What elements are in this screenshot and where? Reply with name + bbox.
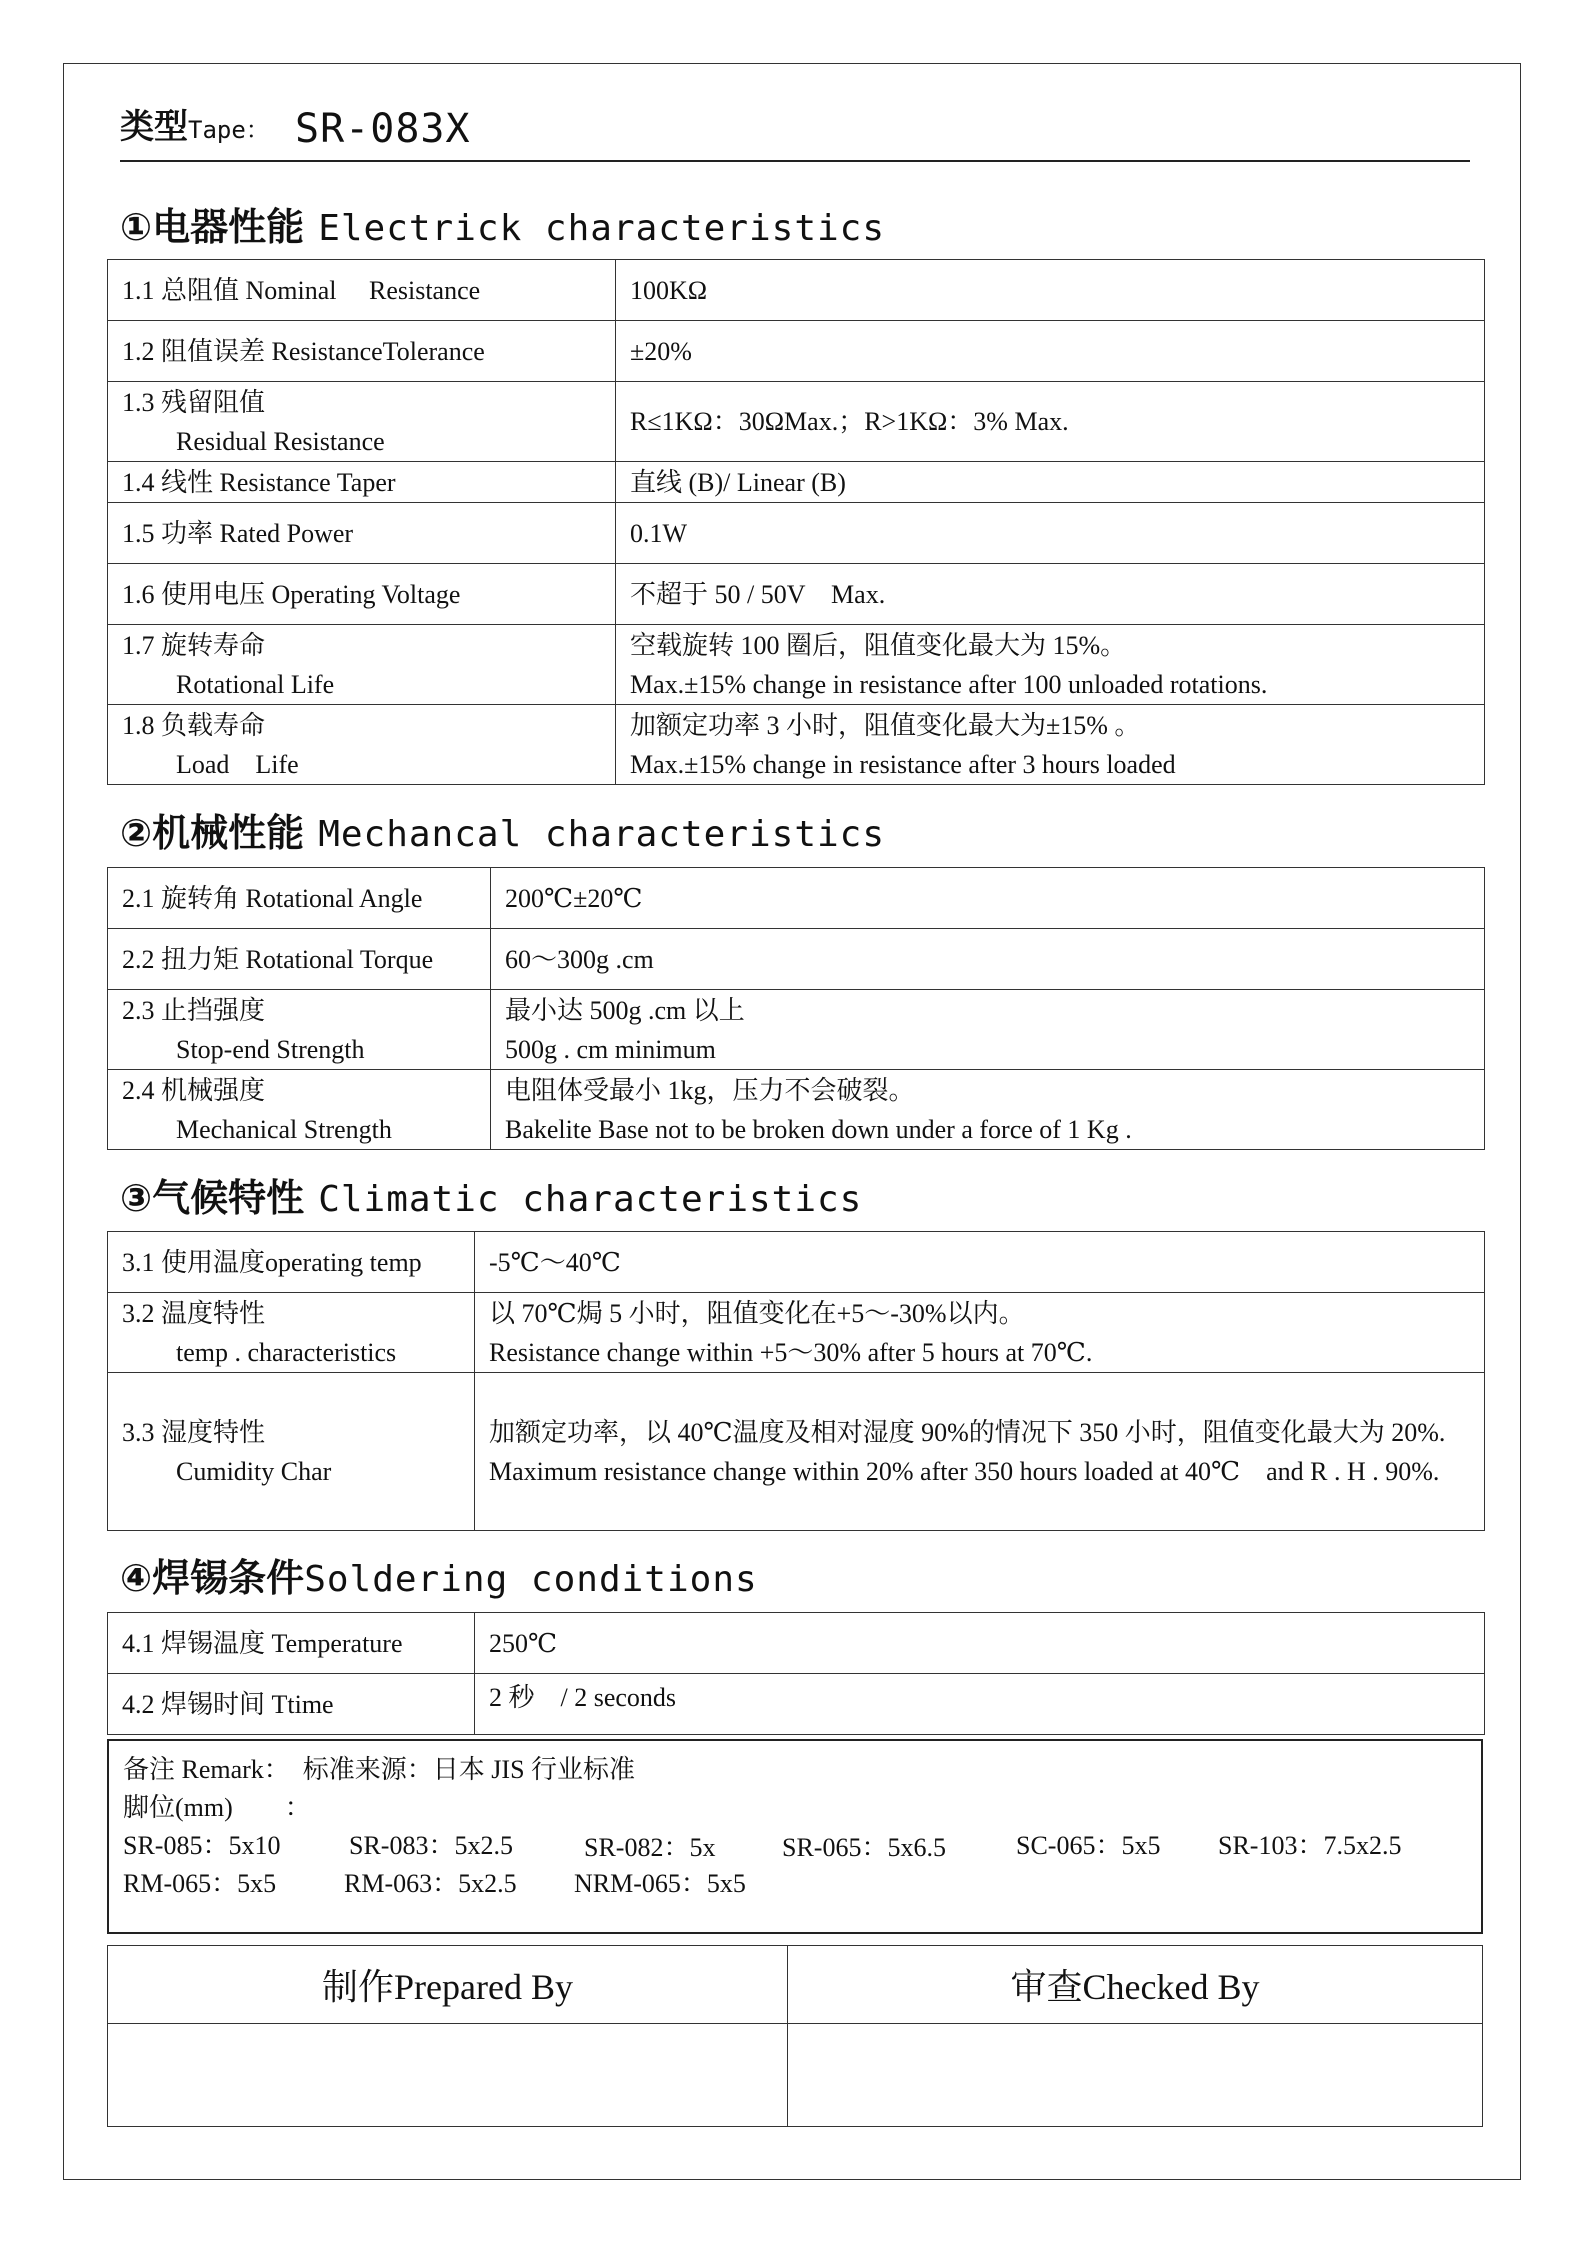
mechanical-table: [107, 867, 1485, 1150]
table-row: [108, 625, 1485, 705]
remark-line: 备注 Remark： 标准来源：日本 JIS 行业标准: [123, 1755, 636, 1784]
table-row: [108, 929, 1485, 990]
row-label: 1.5 功率 Rated Power: [108, 503, 616, 564]
row-label: 3.2 温度特性 temp . characteristics: [108, 1293, 475, 1373]
row-label: 3.3 湿度特性 Cumidity Char: [108, 1373, 475, 1531]
table-row: [108, 1293, 1485, 1373]
pin-spec: SC-065：5x5: [1016, 1831, 1161, 1860]
row-value: 直线 (B)/ Linear (B): [616, 462, 1485, 503]
soldering-table: [107, 1612, 1485, 1735]
row-value: 空载旋转 100 圈后，阻值变化最大为 15%。 Max.±15% change in resistance after 100 unloaded rotations.: [616, 625, 1485, 705]
row-value: 不超于 50 / 50V Max.: [616, 564, 1485, 625]
section-title-climatic: ③气候特性 Climatic characteristics: [120, 1176, 863, 1220]
document-header: [120, 92, 1470, 162]
pin-spec: SR-082：5x: [584, 1833, 716, 1862]
prepared-by-label: 制作Prepared By: [108, 1946, 788, 2024]
table-row: [108, 1070, 1485, 1150]
table-row: [108, 260, 1485, 321]
section-title-electrical: ①电器性能 Electrick characteristics: [120, 205, 886, 249]
table-row: [108, 868, 1485, 929]
table-row: [108, 705, 1485, 785]
row-value: 200℃±20℃: [491, 868, 1485, 929]
row-value: R≤1KΩ：30ΩMax.；R>1KΩ：3% Max.: [616, 382, 1485, 462]
row-label: 4.1 焊锡温度 Temperature: [108, 1613, 475, 1674]
climatic-table: [107, 1231, 1485, 1531]
table-row: [108, 1373, 1485, 1531]
row-value: 0.1W: [616, 503, 1485, 564]
table-row: [108, 382, 1485, 462]
row-value: 以 70℃焗 5 小时，阻值变化在+5～-30%以内。 Resistance change within +5～30% after 5 hours at 70℃.: [475, 1293, 1485, 1373]
row-value: ±20%: [616, 321, 1485, 382]
row-label: 2.4 机械强度 Mechanical Strength: [108, 1070, 491, 1150]
prepared-by-signature-field[interactable]: [108, 2024, 788, 2127]
section-title-mechanical: ②机械性能 Mechancal characteristics: [120, 811, 886, 855]
pin-spec: SR-085：5x10: [123, 1831, 281, 1860]
row-value: 电阻体受最小 1kg，压力不会破裂。 Bakelite Base not to be broken down under a force of 1 Kg .: [491, 1070, 1485, 1150]
pin-spec: NRM-065：5x5: [574, 1869, 746, 1898]
row-value: 加额定功率 3 小时，阻值变化最大为±15% 。 Max.±15% change in resistance after 3 hours loaded: [616, 705, 1485, 785]
row-value: 2 秒 / 2 seconds: [475, 1674, 1485, 1735]
table-row: [108, 462, 1485, 503]
pin-spec: RM-065：5x5: [123, 1869, 277, 1898]
row-value: 60～300g .cm: [491, 929, 1485, 990]
signoff-table: [107, 1945, 1483, 2127]
header-label: 类型Tape：: [120, 107, 270, 147]
table-row: [108, 1674, 1485, 1735]
row-label: 1.3 残留阻值 Residual Resistance: [108, 382, 616, 462]
table-row: [108, 564, 1485, 625]
table-row: [108, 1613, 1485, 1674]
row-label: 2.1 旋转角 Rotational Angle: [108, 868, 491, 929]
row-value: 100KΩ: [616, 260, 1485, 321]
electrical-table: [107, 259, 1485, 785]
pin-spec: RM-063：5x2.5: [344, 1869, 517, 1898]
table-row: [108, 1232, 1485, 1293]
pin-spec: SR-065：5x6.5: [782, 1833, 946, 1862]
checked-by-signature-field[interactable]: [788, 2024, 1483, 2127]
row-label: 1.6 使用电压 Operating Voltage: [108, 564, 616, 625]
table-row: [108, 503, 1485, 564]
pin-spec: SR-083：5x2.5: [349, 1831, 513, 1860]
table-row: [108, 990, 1485, 1070]
row-label: 1.2 阻值误差 ResistanceTolerance: [108, 321, 616, 382]
row-label: 1.4 线性 Resistance Taper: [108, 462, 616, 503]
row-value: 250℃: [475, 1613, 1485, 1674]
row-label: 1.1 总阻值 Nominal Resistance: [108, 260, 616, 321]
row-label: 2.3 止挡强度 Stop-end Strength: [108, 990, 491, 1070]
row-label: 3.1 使用温度operating temp: [108, 1232, 475, 1293]
row-value: 最小达 500g .cm 以上 500g . cm minimum: [491, 990, 1485, 1070]
table-row: [108, 321, 1485, 382]
row-label: 1.8 负载寿命 Load Life: [108, 705, 616, 785]
row-label: 2.2 扭力矩 Rotational Torque: [108, 929, 491, 990]
pin-spec: SR-103：7.5x2.5: [1218, 1831, 1402, 1860]
checked-by-label: 审查Checked By: [788, 1946, 1483, 2024]
section-title-soldering: ④焊锡条件Soldering conditions: [120, 1556, 758, 1600]
row-value: 加额定功率，以 40℃温度及相对湿度 90%的情况下 350 小时，阻值变化最大为 20%. Maximum resistance change within 20% after 350 hours loaded at 40℃ and R . H . 90%.: [475, 1373, 1485, 1531]
remark-box: [107, 1739, 1483, 1934]
row-label: 4.2 焊锡时间 Ttime: [108, 1674, 475, 1735]
row-label: 1.7 旋转寿命 Rotational Life: [108, 625, 616, 705]
pin-pitch-label: 脚位(mm) ：: [123, 1793, 311, 1822]
row-value: -5℃～40℃: [475, 1232, 1485, 1293]
model-number: SR-083X: [295, 106, 471, 152]
